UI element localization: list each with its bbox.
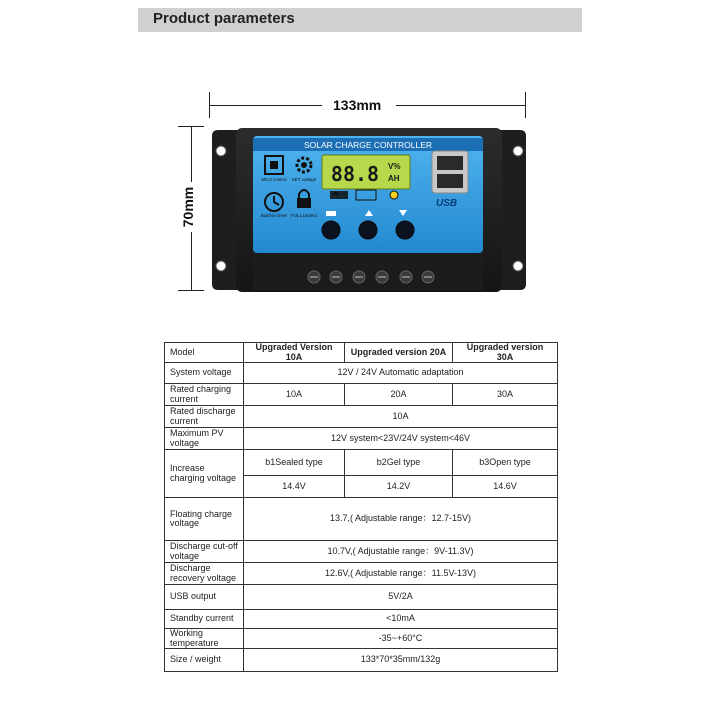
table-row	[165, 363, 558, 384]
row-value: 10A	[244, 406, 558, 428]
terminal-block	[253, 254, 483, 290]
usb-port	[437, 156, 463, 170]
row-type: b3Open type	[453, 450, 558, 476]
table-row	[165, 498, 558, 541]
mount-hole	[216, 146, 226, 156]
table-row	[165, 406, 558, 428]
up-button	[359, 221, 377, 239]
row-value: 13.7,( Adjustable range：12.7-15V)	[244, 498, 558, 541]
header-cell: Upgraded Version 10A	[244, 343, 345, 363]
row-value: 12V / 24V Automatic adaptation	[244, 363, 558, 384]
menu-button	[322, 221, 340, 239]
mount-hole	[216, 261, 226, 271]
table-row	[165, 428, 558, 450]
table-row	[165, 610, 558, 629]
key-symbol	[326, 211, 336, 216]
row-value: 10A	[244, 384, 345, 406]
row-value: 133*70*35mm/132g	[244, 649, 558, 672]
header-cell: Model	[165, 343, 244, 363]
row-value: 5V/2A	[244, 585, 558, 610]
lcd-value: 88.8	[330, 162, 380, 186]
usb-port	[437, 174, 463, 188]
row-label: Standby current	[165, 610, 244, 629]
table-row	[165, 563, 558, 585]
row-label: Working temperature	[165, 629, 244, 649]
row-value: 14.4V	[244, 476, 345, 498]
row-type: b2Gel type	[345, 450, 453, 476]
height-label: 70mm	[180, 186, 197, 228]
feature-label: FULL protect	[291, 213, 317, 218]
header-cell: Upgraded version 20A	[345, 343, 453, 363]
row-label: Size / weight	[165, 649, 244, 672]
lcd-units-bottom: AH	[388, 174, 400, 183]
solar-panel-symbol	[330, 191, 348, 199]
row-value: 12.6V,( Adjustable range：11.5V-13V)	[244, 563, 558, 585]
row-value: <10mA	[244, 610, 558, 629]
row-value: 30A	[453, 384, 558, 406]
mount-hole	[513, 261, 523, 271]
spec-table	[164, 342, 558, 672]
mount-hole	[513, 146, 523, 156]
row-value: -35~+60°C	[244, 629, 558, 649]
row-label: USB output	[165, 585, 244, 610]
page-title: Product parameters	[153, 10, 295, 27]
bulb-symbol	[390, 191, 398, 199]
row-label: Increase charging voltage	[165, 450, 244, 498]
row-type: b1Sealed type	[244, 450, 345, 476]
row-label: Rated charging current	[165, 384, 244, 406]
table-header-row	[165, 343, 558, 363]
down-button	[396, 221, 414, 239]
feature-label: MCU control	[261, 177, 287, 182]
row-label: Discharge cut-off voltage	[165, 541, 244, 563]
row-value: 10.7V,( Adjustable range：9V-11.3V)	[244, 541, 558, 563]
row-value: 12V system<23V/24V system<46V	[244, 428, 558, 450]
table-row	[165, 450, 558, 476]
feature-label: Build-in timer	[260, 213, 288, 218]
row-label: System voltage	[165, 363, 244, 384]
row-value: 20A	[345, 384, 453, 406]
row-label: Maximum PV voltage	[165, 428, 244, 450]
lcd-units-top: V%	[388, 162, 401, 171]
row-value: 14.6V	[453, 476, 558, 498]
table-row	[165, 585, 558, 610]
row-label: Rated discharge current	[165, 406, 244, 428]
device-label: SOLAR CHARGE CONTROLLER	[304, 140, 432, 150]
row-label: Floating charge voltage	[165, 498, 244, 541]
table-row	[165, 629, 558, 649]
usb-label: USB	[436, 198, 458, 209]
row-label: Discharge recovery voltage	[165, 563, 244, 585]
header-cell: Upgraded version 30A	[453, 343, 558, 363]
feature-label: SET voltage	[291, 177, 317, 182]
width-label: 133mm	[333, 97, 382, 113]
row-value: 14.2V	[345, 476, 453, 498]
table-row	[165, 541, 558, 563]
table-row	[165, 649, 558, 672]
table-row	[165, 384, 558, 406]
